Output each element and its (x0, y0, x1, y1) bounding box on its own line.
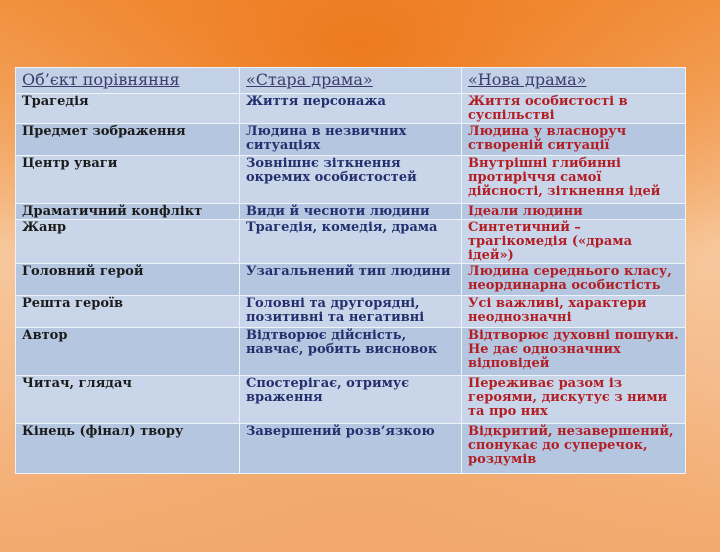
row-old-drama: Головні та другорядні, позитивні та негативні (240, 296, 462, 328)
row-new-drama: Внутрішні глибинні протиріччя самої дійсності, зіткнення ідей (462, 156, 686, 204)
row-new-drama: Синтетичний – трагікомедія («драма ідей») (462, 220, 686, 264)
row-object: Центр уваги (16, 156, 240, 204)
header-old-drama: «Стара драма» (240, 68, 462, 94)
row-old-drama: Спостерігає, отримує враження (240, 376, 462, 424)
row-new-drama: Людина у власноруч створеній ситуації (462, 124, 686, 156)
row-old-drama: Відтворює дійсність, навчає, робить висновок (240, 328, 462, 376)
row-new-drama: Відкритий, незавершений, спонукає до суперечок, роздумів (462, 424, 686, 474)
row-object: Жанр (16, 220, 240, 264)
row-old-drama: Життя персонажа (240, 94, 462, 124)
table-row (16, 328, 686, 376)
table-row (16, 296, 686, 328)
table-row (16, 220, 686, 264)
row-object: Драматичний конфлікт (16, 204, 240, 220)
table-row (16, 204, 686, 220)
row-new-drama: Людина середнього класу, неординарна особистість (462, 264, 686, 296)
header-row (16, 68, 686, 94)
row-new-drama: Ідеали людини (462, 204, 686, 220)
row-object: Читач, глядач (16, 376, 240, 424)
row-object: Автор (16, 328, 240, 376)
row-new-drama: Відтворює духовні пошуки. Не дає однозначних відповідей (462, 328, 686, 376)
header-object: Об’єкт порівняння (16, 68, 240, 94)
table-row (16, 156, 686, 204)
row-old-drama: Трагедія, комедія, драма (240, 220, 462, 264)
row-old-drama: Завершений розв’язкою (240, 424, 462, 474)
row-object: Кінець (фінал) твору (16, 424, 240, 474)
comparison-slide (15, 67, 685, 469)
table-row (16, 264, 686, 296)
row-object: Трагедія (16, 94, 240, 124)
table-row (16, 124, 686, 156)
table-row (16, 376, 686, 424)
table-row (16, 94, 686, 124)
header-new-drama: «Нова драма» (462, 68, 686, 94)
row-new-drama: Переживає разом із героями, дискутує з ними та про них (462, 376, 686, 424)
row-new-drama: Життя особистості в суспільстві (462, 94, 686, 124)
row-object: Предмет зображення (16, 124, 240, 156)
row-old-drama: Види й чесноти людини (240, 204, 462, 220)
comparison-table (15, 67, 686, 474)
row-new-drama: Усі важливі, характери неоднозначні (462, 296, 686, 328)
row-old-drama: Зовнішнє зіткнення окремих особистостей (240, 156, 462, 204)
row-object: Решта героїв (16, 296, 240, 328)
row-old-drama: Узагальнений тип людини (240, 264, 462, 296)
table-row (16, 424, 686, 474)
row-object: Головний герой (16, 264, 240, 296)
row-old-drama: Людина в незвичних ситуаціях (240, 124, 462, 156)
